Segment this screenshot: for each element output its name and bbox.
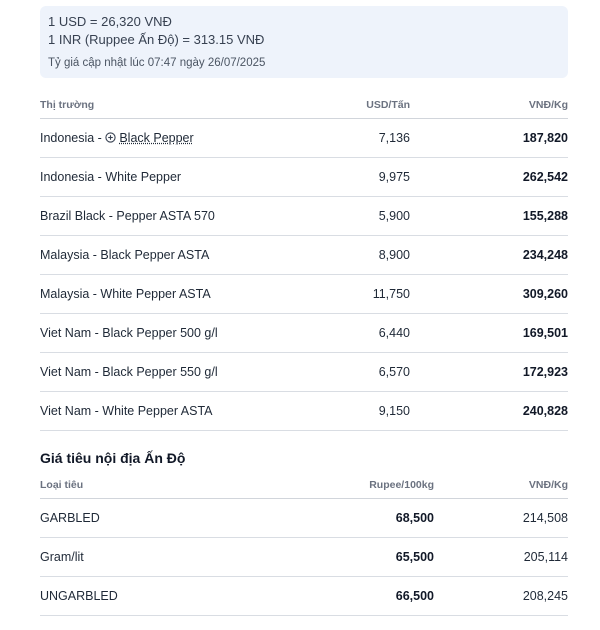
market-cell: Viet Nam - White Pepper ASTA [40, 392, 310, 431]
usd-rate: 1 USD = 26,320 VNĐ [48, 14, 172, 29]
vnd-cell: 214,508 [434, 499, 568, 538]
vnd-cell: 155,288 [410, 197, 568, 236]
table-row [40, 538, 568, 577]
market-cell: Malaysia - White Pepper ASTA [40, 275, 310, 314]
india-section-title: Giá tiêu nội địa Ấn Độ [40, 450, 186, 466]
header-vnd: VNĐ/Kg [434, 472, 568, 499]
usd-cell: 6,570 [310, 353, 410, 392]
usd-cell: 6,440 [310, 314, 410, 353]
vnd-cell: 309,260 [410, 275, 568, 314]
header-rupee: Rupee/100kg [270, 472, 434, 499]
black-pepper-link[interactable]: Black Pepper [119, 130, 194, 145]
market-cell: Brazil Black - Pepper ASTA 570 [40, 197, 310, 236]
vnd-cell: 169,501 [410, 314, 568, 353]
table-row [40, 499, 568, 538]
table-header-row [40, 92, 568, 119]
table-row [40, 392, 568, 431]
table-row [40, 197, 568, 236]
market-prefix: Indonesia - [40, 130, 106, 145]
table-row [40, 119, 568, 158]
type-cell: UNGARBLED [40, 577, 270, 616]
india-pepper-price-table [40, 472, 568, 616]
market-cell: Viet Nam - Black Pepper 550 g/l [40, 353, 310, 392]
market-cell: Viet Nam - Black Pepper 500 g/l [40, 314, 310, 353]
header-usd: USD/Tấn [310, 92, 410, 119]
inr-rate: 1 INR (Ruppee Ấn Độ) = 313.15 VNĐ [48, 32, 265, 47]
rupee-cell: 66,500 [270, 577, 434, 616]
table-header-row [40, 472, 568, 499]
rate-updated-time: Tỷ giá cập nhật lúc 07:47 ngày 26/07/2025 [48, 57, 266, 69]
market-cell [40, 119, 310, 158]
vnd-cell: 234,248 [410, 236, 568, 275]
plus-circle-icon [105, 132, 116, 146]
market-cell: Malaysia - Black Pepper ASTA [40, 236, 310, 275]
rupee-cell: 65,500 [270, 538, 434, 577]
vnd-cell: 172,923 [410, 353, 568, 392]
type-cell: GARBLED [40, 499, 270, 538]
vnd-cell: 208,245 [434, 577, 568, 616]
table-row [40, 353, 568, 392]
exchange-rate-box [40, 6, 568, 78]
type-cell: Gram/lit [40, 538, 270, 577]
table-row [40, 236, 568, 275]
rupee-cell: 68,500 [270, 499, 434, 538]
table-row [40, 275, 568, 314]
world-pepper-price-table [40, 92, 568, 431]
usd-cell: 9,975 [310, 158, 410, 197]
usd-cell: 7,136 [310, 119, 410, 158]
vnd-cell: 187,820 [410, 119, 568, 158]
vnd-cell: 205,114 [434, 538, 568, 577]
usd-cell: 11,750 [310, 275, 410, 314]
vnd-cell: 240,828 [410, 392, 568, 431]
header-vnd: VNĐ/Kg [410, 92, 568, 119]
header-type: Loại tiêu [40, 472, 270, 499]
vnd-cell: 262,542 [410, 158, 568, 197]
usd-cell: 5,900 [310, 197, 410, 236]
table-row [40, 577, 568, 616]
usd-cell: 9,150 [310, 392, 410, 431]
table-row [40, 158, 568, 197]
table-row [40, 314, 568, 353]
header-market: Thị trường [40, 92, 310, 119]
usd-cell: 8,900 [310, 236, 410, 275]
market-cell: Indonesia - White Pepper [40, 158, 310, 197]
